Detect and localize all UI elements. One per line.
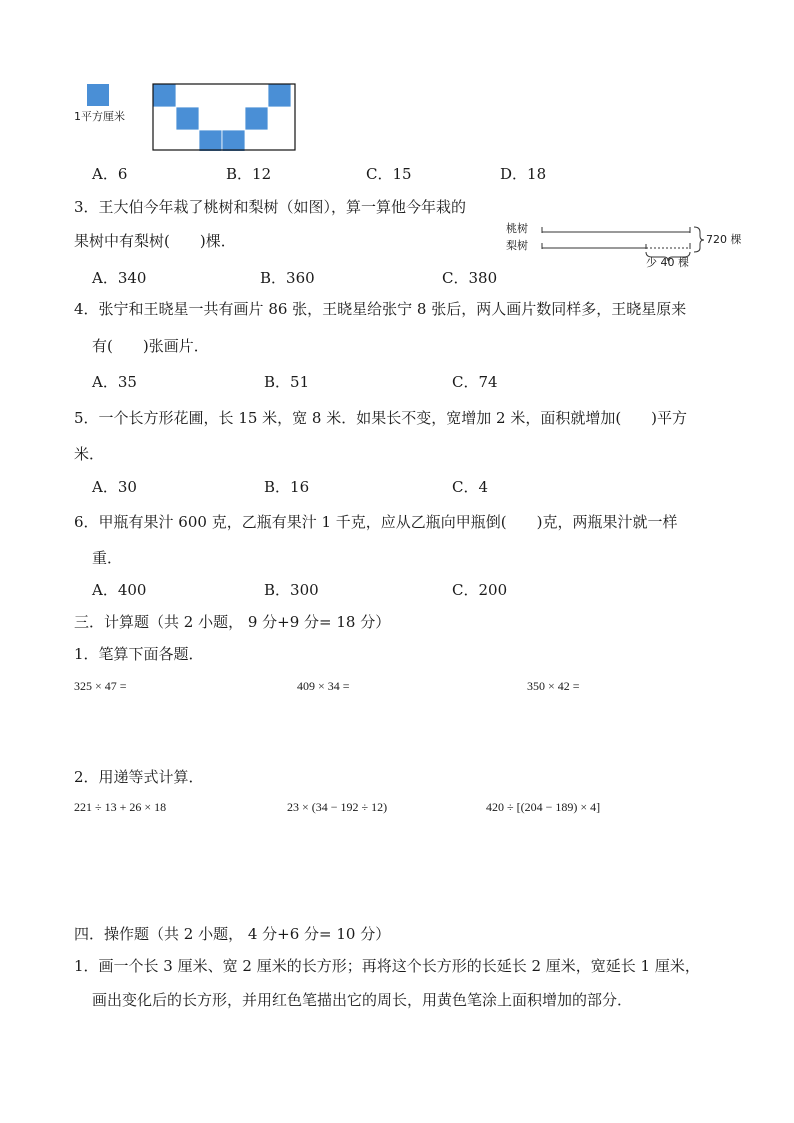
q3-text-line1: 3．王大伯今年栽了桃树和梨树（如图），算一算他今年栽的	[74, 198, 467, 216]
section3-sub1: 1．笔算下面各题．	[74, 645, 204, 663]
q2-option-c: C．15	[366, 165, 412, 183]
section4-title: 四．操作题（共 2 小题， 4 分+6 分= 10 分）	[74, 925, 391, 943]
q5-option-c: C．4	[452, 478, 489, 496]
q2-option-b: B．12	[226, 165, 272, 183]
unit-square-label: 1平方厘米	[74, 110, 125, 123]
q4-option-c: C．74	[452, 373, 498, 391]
q6-option-c: C．200	[452, 581, 508, 599]
q6-text-line2: 重．	[92, 549, 123, 567]
q5-text-line2: 米．	[74, 445, 105, 463]
q3-option-b: B．360	[260, 269, 315, 287]
difference-label: 少 40 棵	[646, 256, 689, 269]
q2-option-d: D．18	[500, 165, 547, 183]
calc-item-3: 350 × 42 =	[527, 679, 580, 693]
q2-option-a: A．6	[92, 165, 128, 183]
q5-option-a: A．30	[92, 478, 137, 496]
filled-cell-1	[153, 84, 176, 107]
q4-option-a: A．35	[92, 373, 137, 391]
q5-text-line1: 5．一个长方形花圃，长 15 米，宽 8 米．如果长不变，宽增加 2 米，面积就增加( )平方	[74, 409, 688, 427]
peach-label: 桃树	[506, 222, 528, 235]
filled-cell-3	[176, 107, 199, 130]
pear-label: 梨树	[506, 239, 528, 252]
filled-cell-4	[245, 107, 268, 130]
q6-option-a: A．400	[92, 581, 147, 599]
figure-unit-square-block	[74, 84, 144, 130]
section3-title: 三．计算题（共 2 小题， 9 分+9 分= 18 分）	[74, 613, 391, 631]
q6-text-line1: 6．甲瓶有果汁 600 克，乙瓶有果汁 1 千克，应从乙瓶向甲瓶倒( )克，两瓶果汁就一样	[74, 513, 678, 531]
stepwise-item-1: 221 ÷ 13 + 26 × 18	[74, 800, 167, 814]
q5-option-b: B．16	[264, 478, 310, 496]
q6-option-b: B．300	[264, 581, 319, 599]
section4-q1-line1: 1．画一个长 3 厘米、宽 2 厘米的长方形；再将这个长方形的长延长 2 厘米，宽延长 1 厘米，	[74, 957, 700, 975]
stepwise-item-2: 23 × (34 − 192 ÷ 12)	[287, 800, 388, 814]
q4-text-line1: 4．张宁和王晓星一共有画片 86 张，王晓星给张宁 8 张后，两人画片数同样多，王晓星原来	[74, 300, 687, 318]
q3-segment-diagram	[506, 222, 746, 270]
q3-option-a: A．340	[92, 269, 147, 287]
section3-sub2: 2．用递等式计算．	[74, 768, 204, 786]
section4-q1-line2: 画出变化后的长方形，并用红色笔描出它的周长，用黄色笔涂上面积增加的部分．	[92, 991, 633, 1009]
calc-item-2: 409 × 34 =	[297, 679, 350, 693]
total-label: 720 棵	[706, 233, 742, 246]
total-brace	[694, 227, 704, 252]
filled-cell-6	[222, 130, 245, 151]
grid-shape-figure	[152, 83, 296, 151]
q3-text-line2: 果树中有梨树( )棵．	[74, 232, 236, 250]
calc-item-1: 325 × 47 =	[74, 679, 127, 693]
q4-text-line2: 有( )张画片．	[92, 337, 209, 355]
filled-cell-5	[199, 130, 222, 151]
q4-option-b: B．51	[264, 373, 310, 391]
filled-cell-2	[268, 84, 291, 107]
q3-option-c: C．380	[442, 269, 498, 287]
stepwise-item-3: 420 ÷ [(204 − 189) × 4]	[486, 800, 601, 814]
unit-square	[87, 84, 109, 106]
